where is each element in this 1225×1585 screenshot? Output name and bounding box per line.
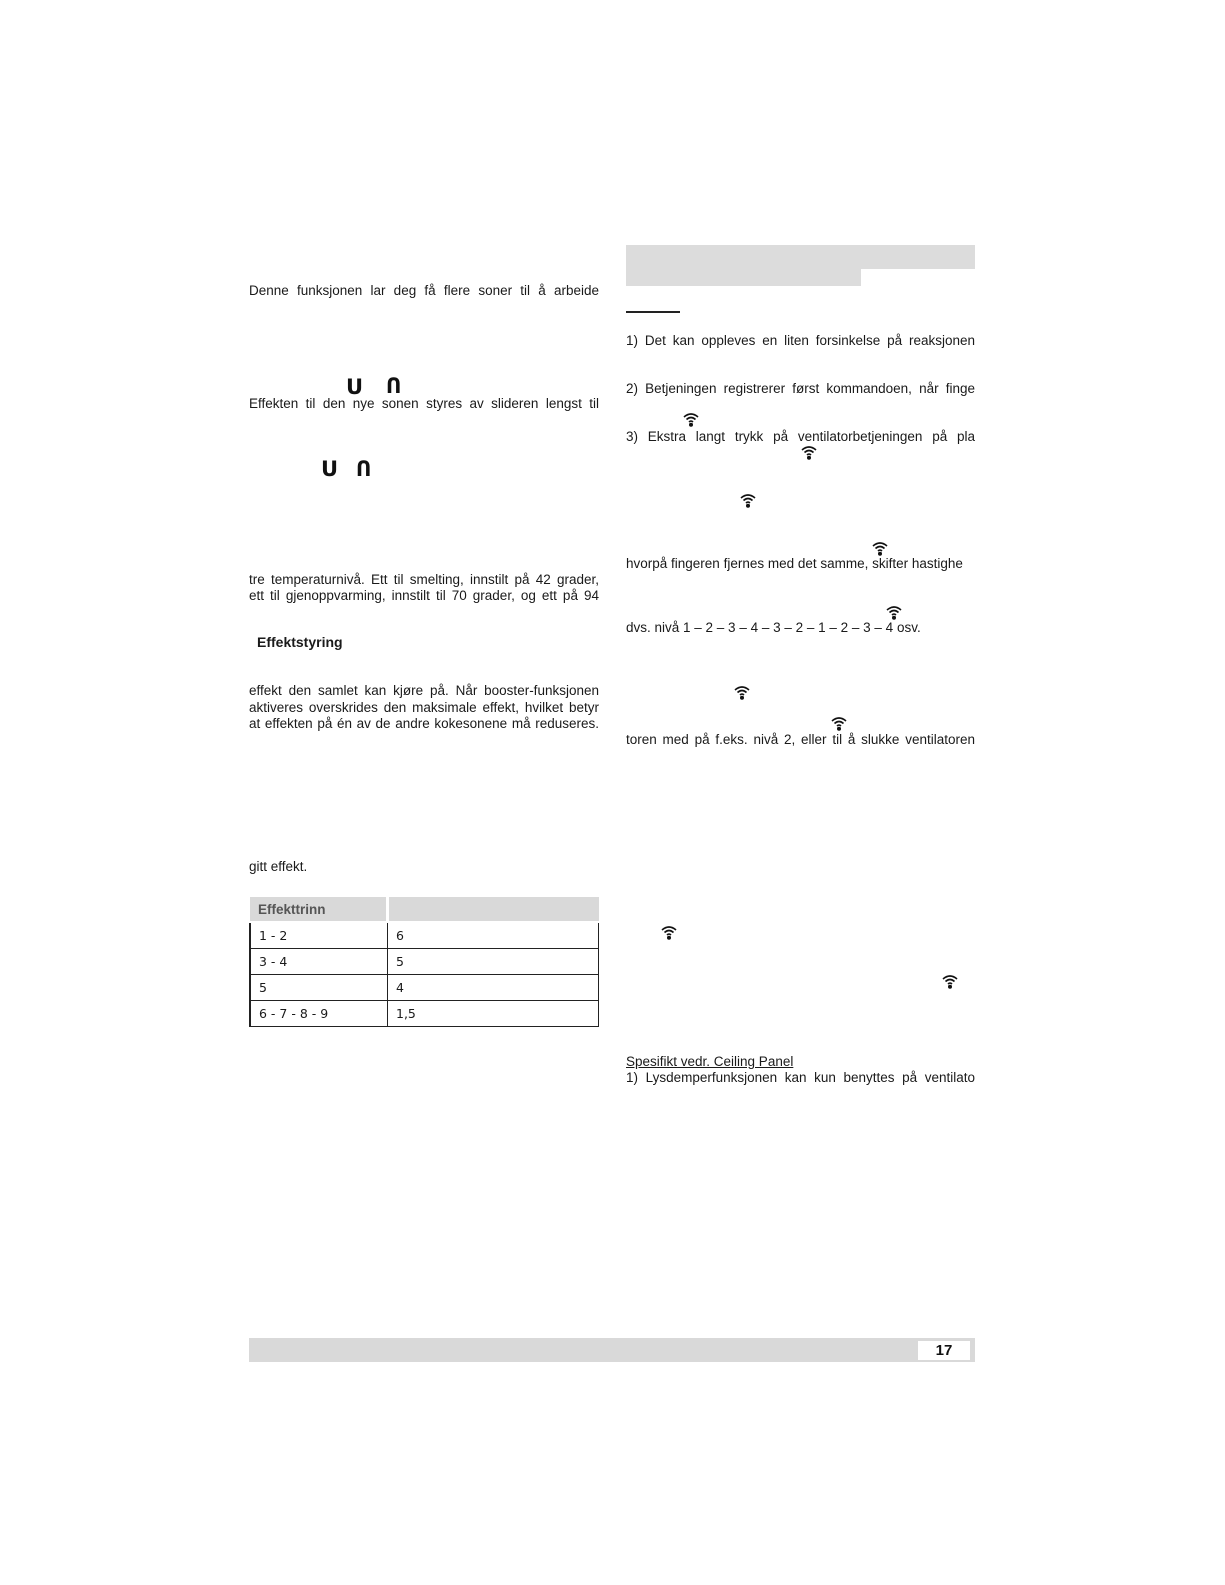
effect-paragraph-line-1: effekt den samlet kan kjøre på. Når booster-funksjonen bbox=[249, 683, 599, 698]
table-cell: 5 bbox=[388, 949, 599, 975]
intro-text: Denne funksjonen lar deg få flere soner til å arbeide bbox=[249, 283, 599, 298]
section-header-bar bbox=[626, 245, 975, 269]
zone-symbol-n-icon: Ո bbox=[386, 374, 402, 398]
page-number: 17 bbox=[918, 1341, 970, 1360]
table-cell: 6 - 7 - 8 - 9 bbox=[250, 1001, 388, 1027]
table-cell: 1,5 bbox=[388, 1001, 599, 1027]
dimmer-note-text: 1) Lysdemperfunksjonen kan kun benyttes på ventilato bbox=[626, 1070, 975, 1085]
zone-symbol-u-icon: U bbox=[321, 457, 339, 481]
fan-signal-icon bbox=[830, 715, 848, 731]
zone-symbol-n-icon: Ո bbox=[356, 457, 372, 481]
section-rule bbox=[626, 311, 680, 313]
table-cell: 1 - 2 bbox=[250, 922, 388, 949]
fan-signal-icon bbox=[739, 492, 757, 508]
power-table bbox=[249, 897, 599, 1027]
fan-signal-icon bbox=[871, 540, 889, 556]
fan-signal-icon bbox=[885, 604, 903, 620]
table-cell: 5 bbox=[250, 975, 388, 1001]
ceiling-panel-heading: Spesifikt vedr. Ceiling Panel bbox=[626, 1054, 794, 1069]
gitt-effekt-text: gitt effekt. bbox=[249, 859, 308, 874]
table-cell: 6 bbox=[388, 922, 599, 949]
fan-signal-icon bbox=[733, 684, 751, 700]
effect-paragraph-line-3: at effekten på én av de andre kokesonene må reduseres. bbox=[249, 716, 599, 731]
table-row bbox=[250, 922, 599, 949]
table-row bbox=[250, 1001, 599, 1027]
fan-signal-icon bbox=[682, 411, 700, 427]
fan-level-text: toren med på f.eks. nivå 2, eller til å slukke ventilatoren bbox=[626, 732, 975, 747]
note-1-text: 1) Det kan oppleves en liten forsinkelse på reaksjonen bbox=[626, 333, 975, 348]
fan-signal-icon bbox=[800, 444, 818, 460]
temperature-text-line-1: tre temperaturnivå. Ett til smelting, innstilt på 42 grader, bbox=[249, 572, 599, 587]
note-3-text: 3) Ekstra langt trykk på ventilatorbetjeningen på pla bbox=[626, 429, 975, 444]
table-cell: 3 - 4 bbox=[250, 949, 388, 975]
footer-bar bbox=[249, 1338, 975, 1362]
section-heading-effektstyring: Effektstyring bbox=[257, 634, 343, 650]
table-header-cell: Effekttrinn bbox=[250, 897, 388, 922]
table-row bbox=[250, 975, 599, 1001]
temperature-text-line-2: ett til gjenoppvarming, innstilt til 70 grader, og ett på 94 bbox=[249, 588, 599, 603]
level-sequence-text: dvs. nivå 1 – 2 – 3 – 4 – 3 – 2 – 1 – 2 – 3 – 4 osv. bbox=[626, 620, 921, 635]
note-2-text: 2) Betjeningen registrerer først kommandoen, når finge bbox=[626, 381, 975, 396]
table-header-cell bbox=[388, 897, 599, 922]
zone-symbol-u-icon: U bbox=[346, 375, 364, 399]
effect-paragraph-line-2: aktiveres overskrides den maksimale effekt, hvilket betyr bbox=[249, 700, 599, 715]
effect-text: Effekten til den nye sonen styres av slideren lengst til bbox=[249, 396, 599, 411]
table-row bbox=[250, 949, 599, 975]
speed-change-text: hvorpå fingeren fjernes med det samme, skifter hastighe bbox=[626, 556, 963, 571]
table-header-row bbox=[250, 897, 599, 922]
section-header-bar-lower bbox=[626, 269, 861, 286]
table-cell: 4 bbox=[388, 975, 599, 1001]
fan-signal-icon bbox=[941, 973, 959, 989]
fan-signal-icon bbox=[660, 924, 678, 940]
